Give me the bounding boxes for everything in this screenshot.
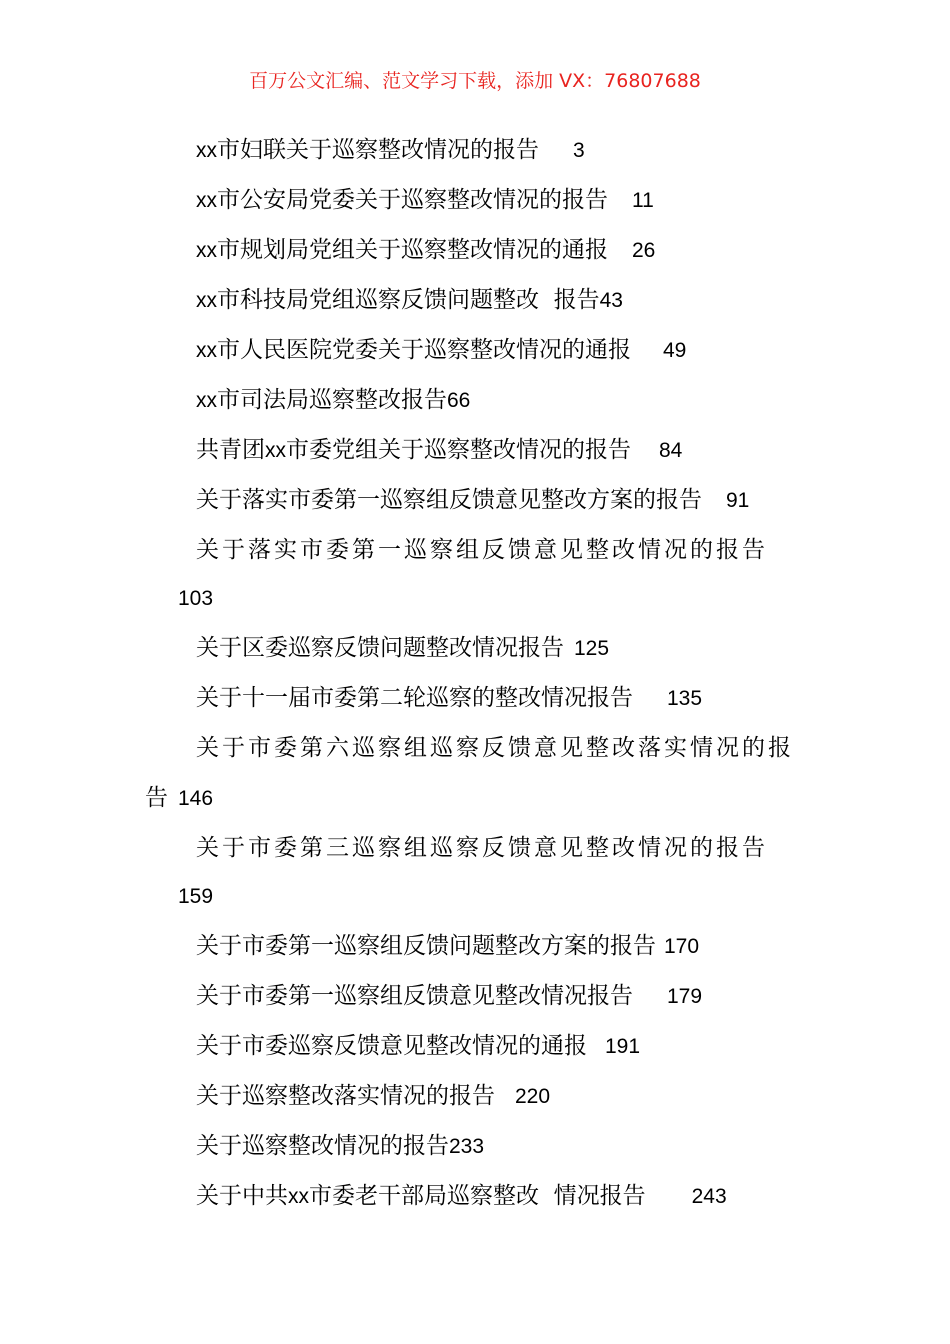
toc-entry-page: 11 bbox=[632, 189, 654, 212]
header-watermark-text: 百万公文汇编、范文学习下载，添加 VX：76807688 bbox=[249, 70, 701, 92]
toc-entry-title: 关于市委巡察反馈意见整改情况的通报 bbox=[196, 1033, 587, 1059]
toc-entry[interactable] bbox=[196, 230, 655, 270]
toc-entry-title: 市司法局巡察整改报告 bbox=[217, 387, 447, 413]
toc-entry-page: 135 bbox=[667, 687, 703, 710]
toc-entry-title: 关于市委第六巡察组巡察反馈意见整改落实情况的报 bbox=[196, 735, 794, 761]
toc-entry-page: 103 bbox=[178, 587, 214, 610]
toc-entry[interactable] bbox=[196, 828, 768, 868]
toc-entry[interactable] bbox=[196, 1026, 640, 1066]
toc-entry-prefix: xx bbox=[196, 139, 217, 162]
toc-entry[interactable] bbox=[196, 1176, 727, 1216]
toc-entry[interactable] bbox=[196, 430, 682, 470]
toc-entry-mid: xx bbox=[288, 1185, 309, 1208]
toc-entry-title: 关于市委第一巡察组反馈问题整改方案的报告 bbox=[196, 933, 656, 959]
toc-entry[interactable] bbox=[196, 530, 768, 570]
toc-entry-prefix: xx bbox=[196, 289, 217, 312]
toc-entry[interactable] bbox=[196, 728, 794, 768]
toc-entry-title: 市科技局党组巡察反馈问题整改 报告 bbox=[217, 287, 600, 313]
toc-entry-page: 220 bbox=[515, 1085, 551, 1108]
toc-entry-page: 91 bbox=[726, 489, 750, 512]
toc-entry[interactable] bbox=[196, 976, 702, 1016]
toc-entry-page: 49 bbox=[663, 339, 687, 362]
toc-entry-prefix: xx bbox=[196, 239, 217, 262]
toc-entry-page: 3 bbox=[573, 139, 585, 162]
toc-entry-prefix: 关于中共 bbox=[196, 1183, 288, 1209]
toc-entry-title-cont: 告 bbox=[145, 785, 168, 811]
toc-entry-page: 159 bbox=[178, 885, 214, 908]
toc-entry-title: 关于市委第一巡察组反馈意见整改情况报告 bbox=[196, 983, 633, 1009]
toc-entry[interactable] bbox=[196, 628, 609, 668]
toc-entry[interactable] bbox=[196, 330, 686, 370]
toc-entry-title: 市规划局党组关于巡察整改情况的通报 bbox=[217, 237, 608, 263]
toc-entry[interactable] bbox=[196, 180, 654, 220]
toc-entry[interactable] bbox=[196, 1076, 550, 1116]
toc-entry-continuation bbox=[178, 876, 213, 916]
toc-entry-page: 146 bbox=[178, 787, 214, 810]
toc-entry[interactable] bbox=[196, 1126, 484, 1166]
toc-entry-page: 233 bbox=[449, 1135, 485, 1158]
toc-entry-title: 关于巡察整改落实情况的报告 bbox=[196, 1083, 495, 1109]
toc-entry-page: 84 bbox=[659, 439, 683, 462]
toc-entry-title: 市妇联关于巡察整改情况的报告 bbox=[217, 137, 539, 163]
toc-entry[interactable] bbox=[196, 130, 585, 170]
toc-entry[interactable] bbox=[196, 678, 702, 718]
toc-entry-prefix: 共青团 bbox=[196, 437, 265, 463]
toc-entry-continuation bbox=[178, 578, 213, 618]
toc-entry-page: 26 bbox=[632, 239, 656, 262]
toc-entry-prefix: xx bbox=[196, 189, 217, 212]
toc-entry[interactable] bbox=[196, 280, 623, 320]
toc-entry-title: 市公安局党委关于巡察整改情况的报告 bbox=[217, 187, 608, 213]
toc-entry-title: 市委党组关于巡察整改情况的报告 bbox=[286, 437, 631, 463]
toc-entry-title: 关于落实市委第一巡察组反馈意见整改情况的报告 bbox=[196, 537, 768, 563]
toc-entry-page: 125 bbox=[574, 637, 610, 660]
toc-entry-title: 关于落实市委第一巡察组反馈意见整改方案的报告 bbox=[196, 487, 702, 513]
toc-entry-page: 243 bbox=[691, 1185, 727, 1208]
toc-entry-page: 43 bbox=[599, 289, 623, 312]
toc-entry-prefix: xx bbox=[196, 389, 217, 412]
toc-entry-title: 关于市委第三巡察组巡察反馈意见整改情况的报告 bbox=[196, 835, 768, 861]
toc-entry-title: 关于十一届市委第二轮巡察的整改情况报告 bbox=[196, 685, 633, 711]
toc-entry-title: 关于区委巡察反馈问题整改情况报告 bbox=[196, 635, 564, 661]
toc-entry-title: 市委老干部局巡察整改 情况报告 bbox=[309, 1183, 646, 1209]
toc-entry-page: 170 bbox=[664, 935, 700, 958]
toc-entry[interactable] bbox=[196, 380, 470, 420]
toc-entry-prefix: xx bbox=[196, 339, 217, 362]
toc-entry-title: 市人民医院党委关于巡察整改情况的通报 bbox=[217, 337, 631, 363]
toc-entry-page: 179 bbox=[667, 985, 703, 1008]
toc-entry[interactable] bbox=[196, 926, 699, 966]
toc-entry-page: 191 bbox=[605, 1035, 641, 1058]
toc-entry-mid: xx bbox=[265, 439, 286, 462]
toc-entry-continuation bbox=[145, 778, 213, 818]
toc-entry-page: 66 bbox=[447, 389, 471, 412]
toc-entry-title: 关于巡察整改情况的报告 bbox=[196, 1133, 449, 1159]
toc-entry[interactable] bbox=[196, 480, 749, 520]
